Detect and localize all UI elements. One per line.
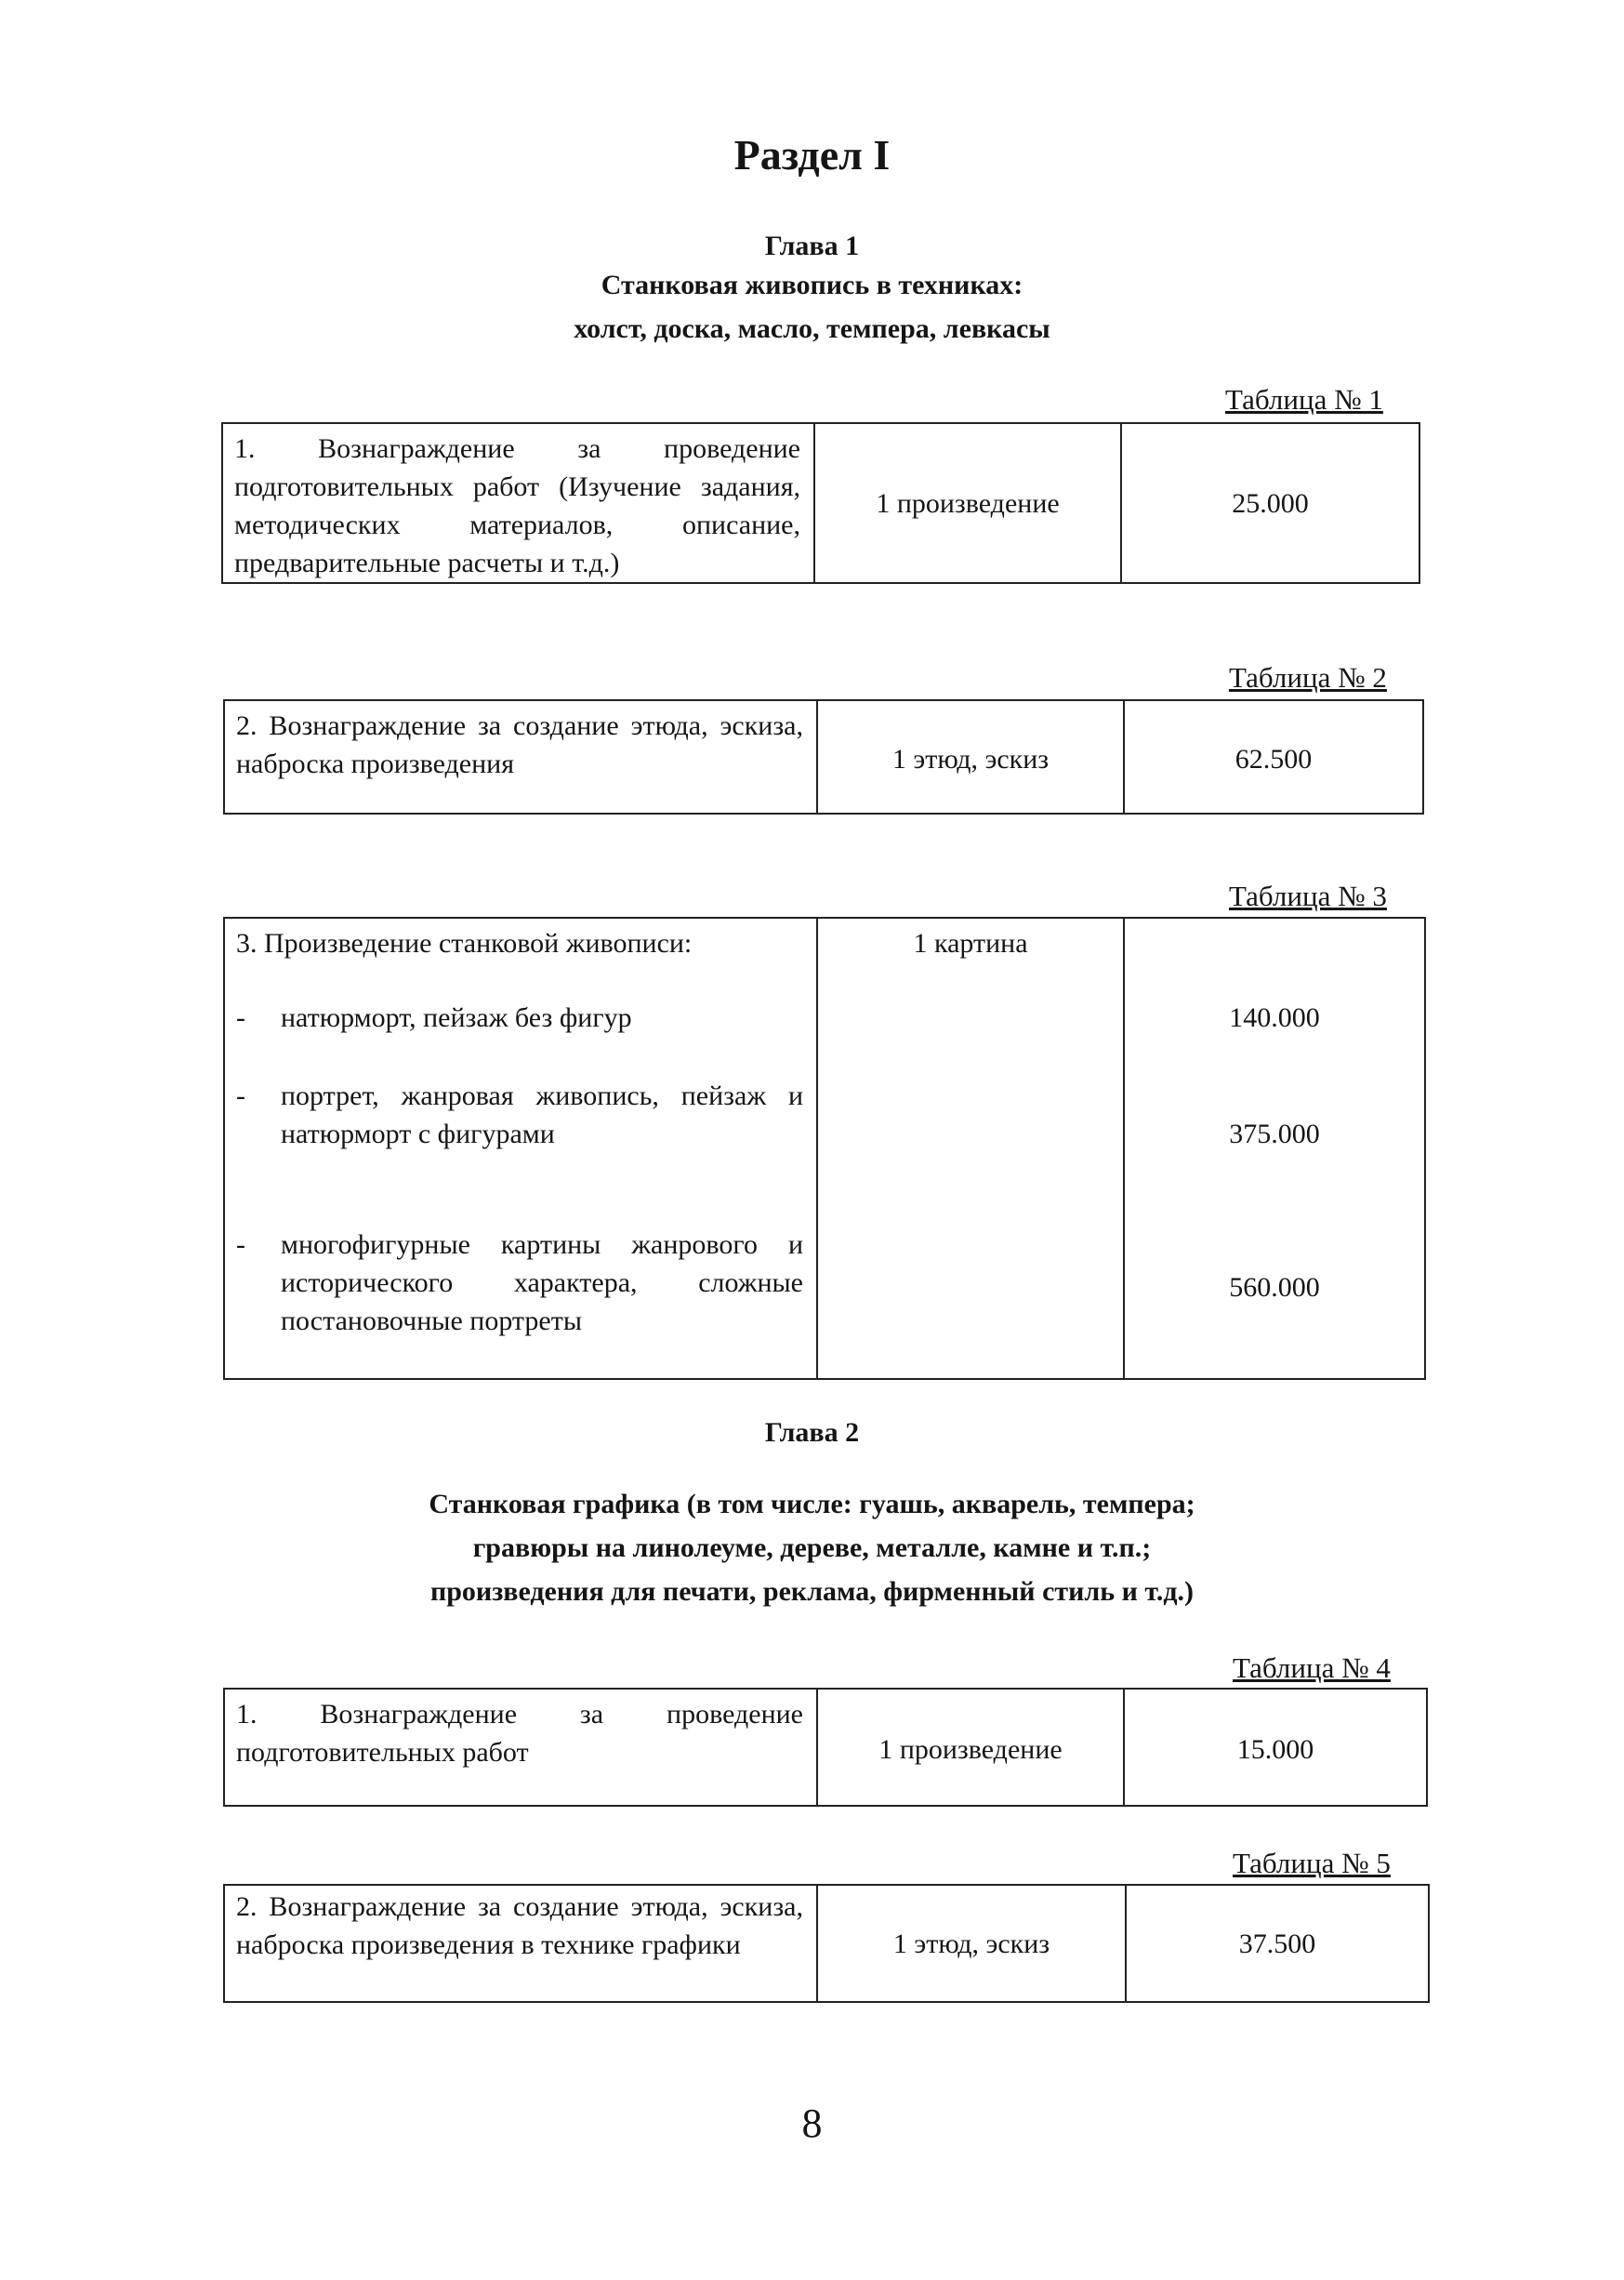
table-row [224,700,1423,814]
chapter-2-label: Глава 2 [764,1417,860,1448]
table-1-description: 1. Вознаграждение за проведение подготовительных работ (Изучение задания, методических материалов, описание, предварительные расчеты и т.д.) [222,423,814,583]
chapter-2-subtitle-line: произведения для печати, реклама, фирменный стиль и т.д.) [429,1576,1195,1607]
list-dash: - [236,1002,245,1033]
table-5-unit: 1 этюд, эскиз [817,1885,1126,2002]
table-4-caption: Таблица № 4 [1233,1651,1391,1684]
table-3-amount: 375.000 [1229,1119,1320,1149]
list-item-text: портрет, жанровая живопись, пейзаж и натюрморт с фигурами [281,1080,803,1149]
chapter-1-label: Глава 1 [764,231,860,261]
list-dash: - [236,1229,245,1260]
table-1-amount: 25.000 [1121,423,1419,583]
table-4 [223,1688,1428,1807]
table-1-caption: Таблица № 1 [1225,383,1383,416]
table-4-description: 1. Вознаграждение за проведение подготовительных работ [224,1689,817,1806]
table-3-caption: Таблица № 3 [1229,880,1387,912]
table-1 [221,422,1420,584]
table-row [224,918,1425,1379]
table-3-amount-cell [1124,918,1425,1379]
chapter-2-subtitle [0,1482,1624,1613]
table-row [222,423,1419,583]
list-item-text: натюрморт, пейзаж без фигур [281,1002,632,1033]
table-1-unit: 1 произведение [814,423,1121,583]
table-row [224,1689,1427,1806]
table-3-unit: 1 картина [817,918,1124,1379]
table-3-description-cell [224,918,817,1379]
chapter-1-subtitle [0,263,1624,351]
table-2-amount: 62.500 [1124,700,1423,814]
page-number: 8 [801,2101,823,2146]
table-3-header: 3. Произведение станковой живописи: [236,928,693,959]
table-5-description: 2. Вознаграждение за создание этюда, эскиза, наброска произведения в технике графики [224,1885,817,2002]
table-4-unit: 1 произведение [817,1689,1124,1806]
table-2-description: 2. Вознаграждение за создание этюда, эскиза, наброска произведения [224,700,817,814]
list-item [236,1226,803,1340]
section-title: Раздел I [733,131,891,179]
table-5-caption: Таблица № 5 [1233,1847,1391,1879]
table-row [224,1885,1429,2002]
list-item [236,999,803,1037]
table-3-amount: 560.000 [1229,1272,1320,1303]
chapter-1-subtitle-line: холст, доска, масло, темпера, левкасы [574,313,1050,344]
table-2-unit: 1 этюд, эскиз [817,700,1124,814]
table-2 [223,699,1424,815]
chapter-1-subtitle-line: Станковая живопись в техниках: [601,270,1023,300]
table-4-amount: 15.000 [1124,1689,1427,1806]
table-3 [223,917,1426,1380]
list-item [236,1077,803,1153]
table-2-caption: Таблица № 2 [1229,661,1387,694]
chapter-2-subtitle-line: Станковая графика (в том числе: гуашь, акварель, темпера; [429,1489,1195,1519]
list-dash: - [236,1080,245,1111]
table-5 [223,1884,1430,2003]
table-5-amount: 37.500 [1126,1885,1429,2002]
table-3-amount: 140.000 [1229,1002,1320,1033]
list-item-text: многофигурные картины жанрового и исторического характера, сложные постановочные портреты [281,1229,803,1336]
chapter-2-subtitle-line: гравюры на линолеуме, дереве, металле, камне и т.п.; [472,1532,1152,1563]
